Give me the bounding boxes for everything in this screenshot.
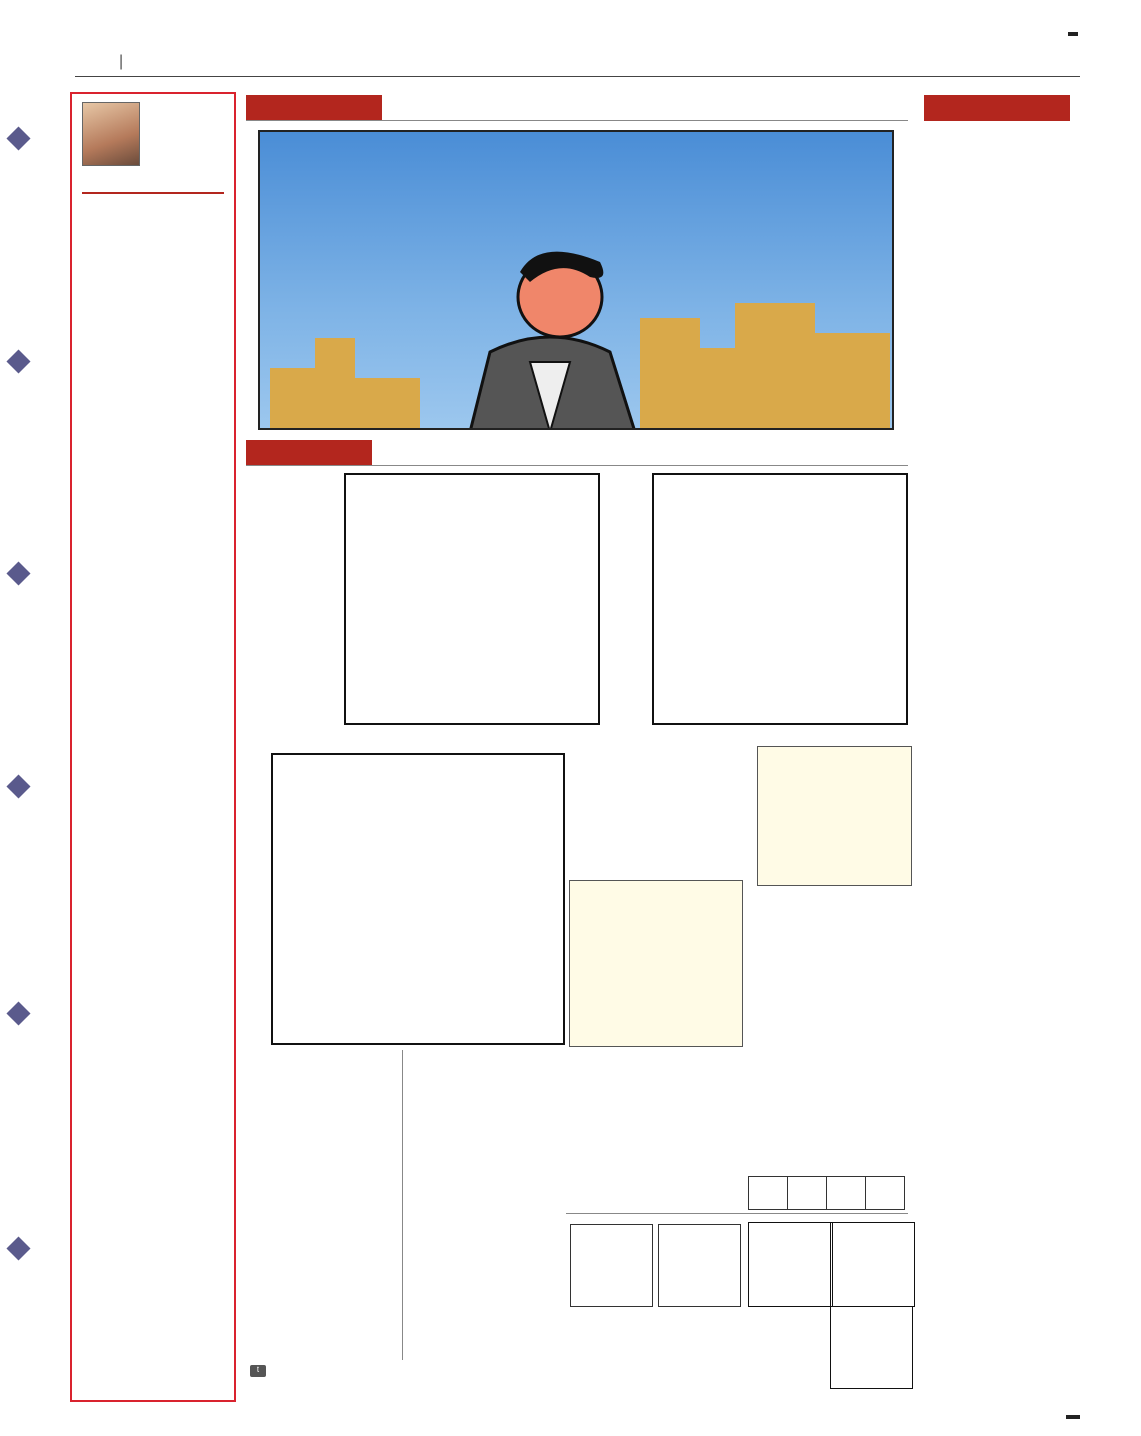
solutions-rule: [566, 1213, 908, 1214]
picas-famas-answer-boxes[interactable]: [748, 1176, 905, 1210]
article-body: [84, 246, 226, 252]
shikaku-puzzle-grid[interactable]: [569, 880, 743, 1047]
twitter-icon: t: [250, 1365, 266, 1377]
crossword-grid[interactable]: [271, 753, 565, 1045]
margin-diamond: [6, 774, 30, 798]
column-rule: [82, 192, 224, 194]
page-header: [75, 50, 1080, 77]
sudoku-grid-2[interactable]: [652, 473, 908, 725]
shikaku-example-grid: [757, 746, 912, 886]
picas-famas-title: [566, 1053, 596, 1203]
margin-diamond: [6, 126, 30, 150]
header-separator: |: [119, 53, 124, 70]
puzzle-solution-2: [830, 1222, 915, 1307]
puzzle-solution-1: [748, 1222, 833, 1307]
puzzle-solution-3: [830, 1306, 913, 1389]
margin-diamond: [6, 1236, 30, 1260]
section-rule: [246, 465, 908, 466]
caricature-illustration: [258, 130, 894, 430]
section-juegos: [246, 440, 372, 466]
clues-divider: [402, 1050, 403, 1360]
crossword-credit: [250, 1365, 266, 1377]
cartoon-figure: [460, 242, 640, 430]
sudoku-solution-1: [570, 1224, 653, 1307]
corner-mark: [1066, 1415, 1080, 1419]
section-caricatura: [246, 95, 382, 121]
corner-mark: [1068, 32, 1078, 36]
margin-diamond: [6, 1001, 30, 1025]
sudoku-grid-1[interactable]: [344, 473, 600, 725]
section-rule: [246, 120, 908, 121]
sudoku-solution-2: [658, 1224, 741, 1307]
author-photo: [82, 102, 140, 166]
section-horoscopo: [924, 95, 1070, 121]
margin-diamond: [6, 561, 30, 585]
opinion-column: [70, 92, 236, 1402]
margin-diamond: [6, 349, 30, 373]
